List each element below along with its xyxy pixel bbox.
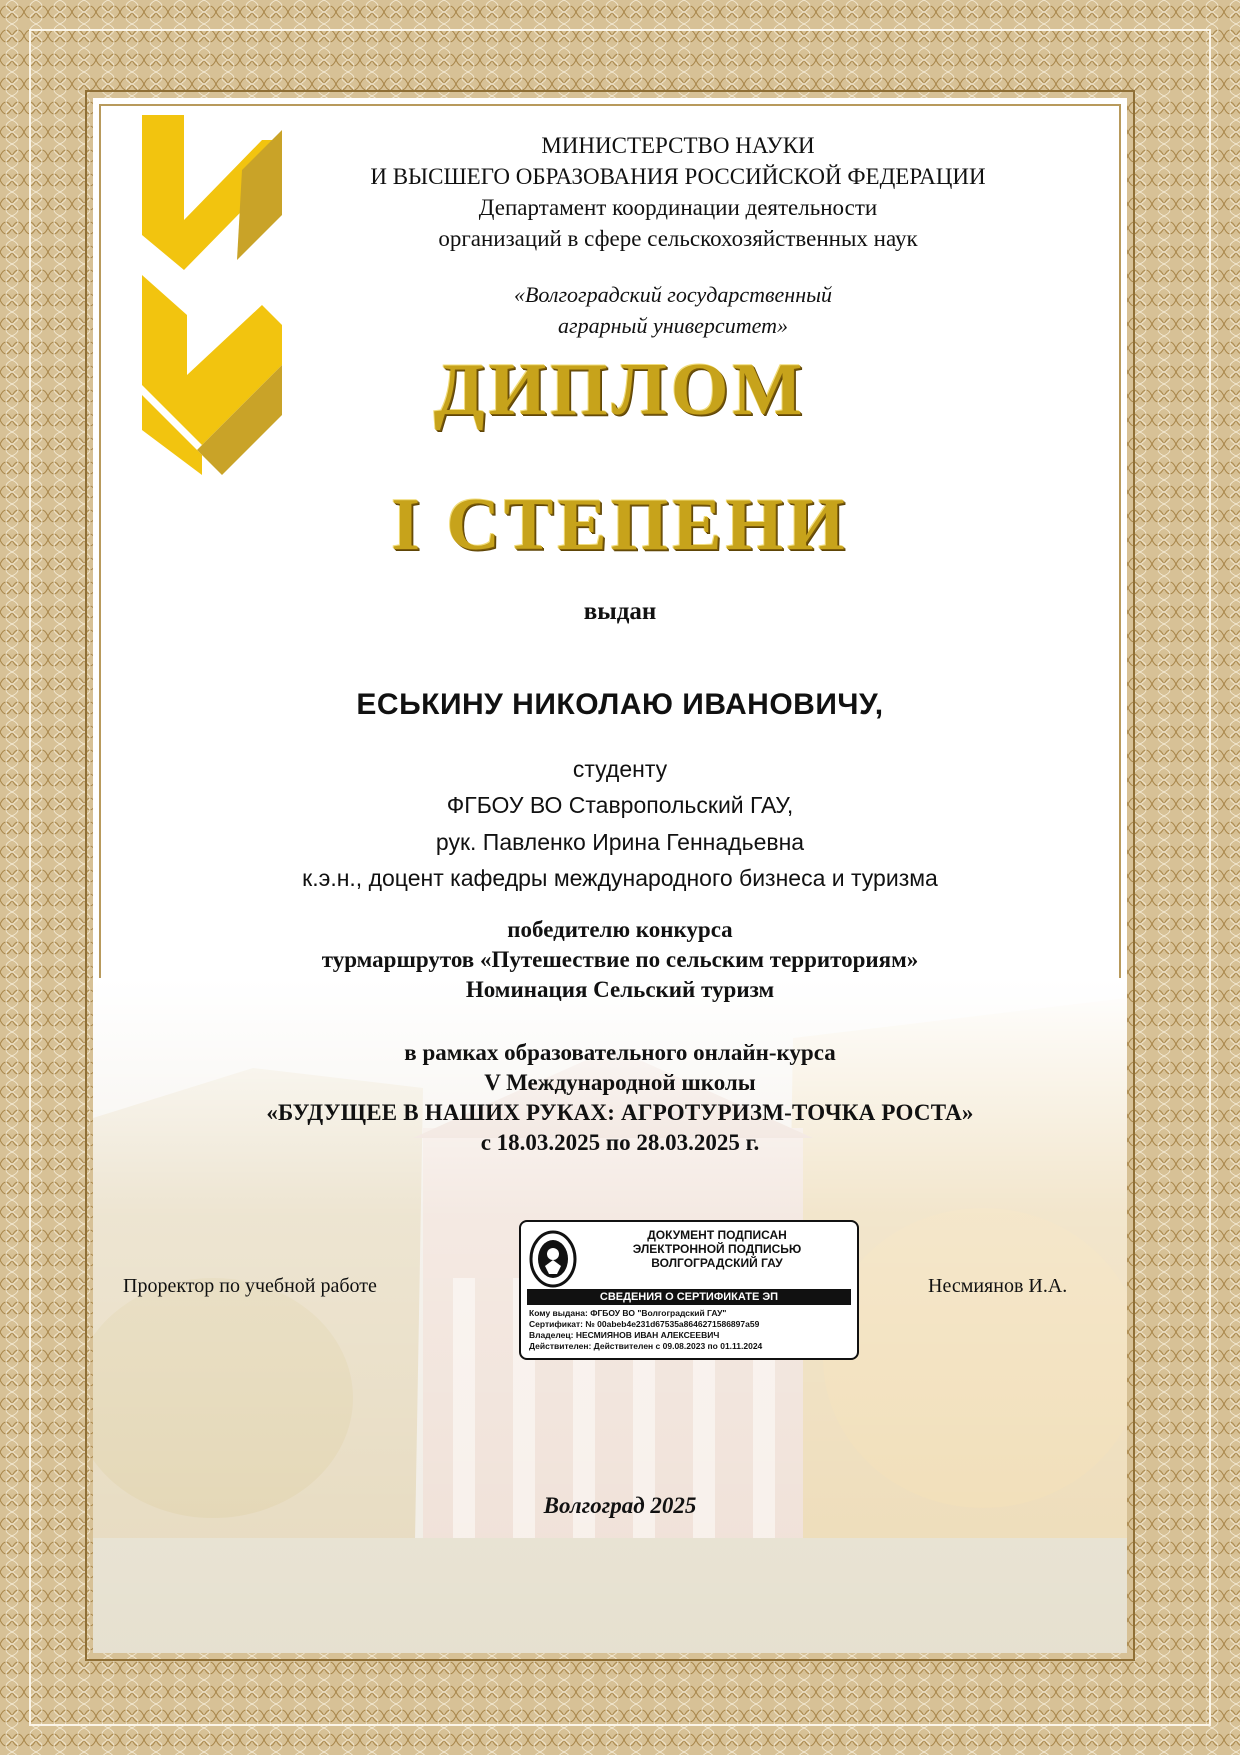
issued-label: выдан: [583, 598, 657, 625]
esig-header: [583, 1228, 851, 1270]
competition-line-2: турмаршрутов «Путешествие по сельским территориям»: [321, 947, 919, 972]
recipient-status: студенту: [572, 756, 668, 782]
competition-line-3: Номинация Сельский туризм: [465, 977, 775, 1002]
recipient-organization: ФГБОУ ВО Ставропольский ГАУ,: [446, 792, 794, 818]
ministry-line-4: организаций в сфере сельскохозяйственных наук: [438, 226, 918, 251]
city-year: Волгоград 2025: [543, 1493, 697, 1518]
esig-validity: Действителен: Действителен с 09.08.2023 по 01.11.2024: [529, 1341, 763, 1351]
recipient-name: ЕСЬКИНУ НИКОЛАЮ ИВАНОВИЧУ,: [356, 688, 884, 721]
competition-line-1: победителю конкурса: [507, 917, 733, 942]
university-line-1: «Волгоградский государственный: [513, 282, 833, 307]
esig-certificate-bar: СВЕДЕНИЯ О СЕРТИФИКАТЕ ЭП: [527, 1289, 851, 1305]
course-dates: с 18.03.2025 по 28.03.2025 г.: [480, 1130, 760, 1155]
esig-header-line-2: ЭЛЕКТРОННОЙ ПОДПИСЬЮ: [632, 1242, 802, 1256]
course-line-3: «БУДУЩЕЕ В НАШИХ РУКАХ: АГРОТУРИЗМ-ТОЧКА РОСТА»: [266, 1100, 974, 1125]
ministry-line-3: Департамент координации деятельности: [478, 195, 878, 220]
esig-issued-to: Кому выдана: ФГБОУ ВО "Волгоградский ГАУ": [529, 1308, 727, 1318]
esig-header-line-1: ДОКУМЕНТ ПОДПИСАН: [647, 1228, 787, 1242]
university-line-2: аграрный университет»: [558, 313, 788, 338]
esig-header-line-3: ВОЛГОГРАДСКИЙ ГАУ: [651, 1256, 783, 1270]
ministry-line-1: МИНИСТЕРСТВО НАУКИ: [541, 133, 815, 158]
esig-certificate-number: Сертификат: № 00abeb4e231d67535a8646271586897a59: [529, 1319, 760, 1329]
coat-of-arms-icon: [529, 1230, 577, 1288]
diploma-title: ДИПЛОМ: [433, 349, 807, 431]
signatory-title: Проректор по учебной работе: [123, 1275, 377, 1297]
signature-area: [93, 98, 1127, 1653]
esig-owner: Владелец: НЕСМИЯНОВ ИВАН АЛЕКСЕЕВИЧ: [529, 1330, 720, 1340]
ministry-line-2: И ВЫСШЕГО ОБРАЗОВАНИЯ РОССИЙСКОЙ ФЕДЕРАЦИИ: [370, 164, 986, 189]
supervisor-name: рук. Павленко Ирина Геннадьевна: [435, 829, 805, 855]
esig-details: [529, 1308, 851, 1352]
diploma-degree: I СТЕПЕНИ: [391, 484, 849, 566]
signatory-name: Несмиянов И.А.: [928, 1275, 1068, 1297]
course-line-1: в рамках образовательного онлайн-курса: [404, 1040, 836, 1065]
course-line-2: V Международной школы: [484, 1070, 756, 1095]
supervisor-position: к.э.н., доцент кафедры международного бизнеса и туризма: [302, 865, 938, 891]
electronic-signature-stamp: [519, 1220, 859, 1360]
